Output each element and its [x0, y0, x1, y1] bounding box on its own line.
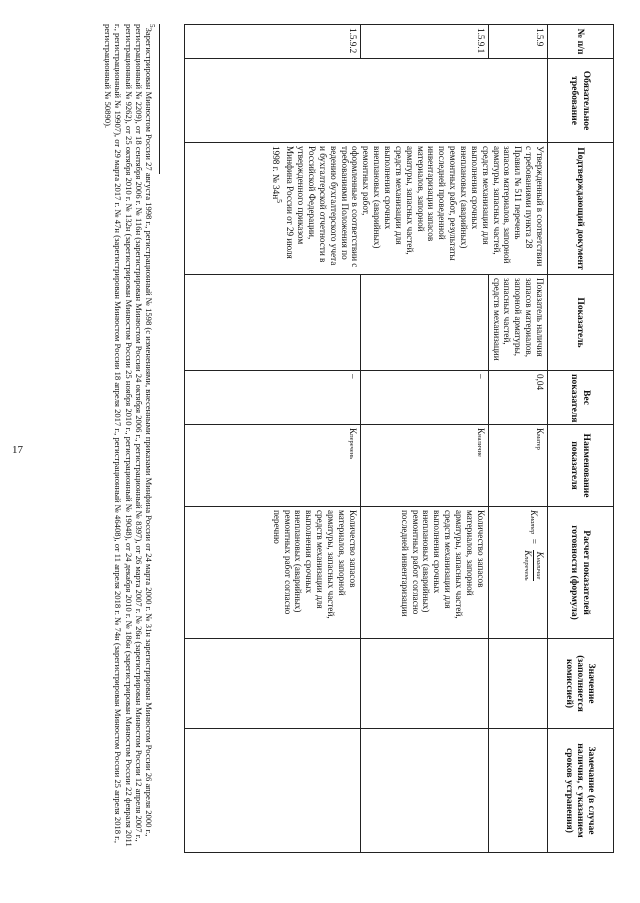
table-header-row	[548, 25, 614, 853]
header-cell: Наименование показателя	[548, 425, 614, 507]
value-cell	[488, 639, 547, 729]
formula-denominator: Кперечень	[523, 550, 534, 581]
header-cell: Расчет показателей готовности (формула)	[548, 507, 614, 639]
remark-cell	[184, 729, 360, 853]
indicator-cell	[360, 275, 488, 371]
page-number: 17	[12, 444, 23, 456]
rotated-sheet	[102, 14, 620, 859]
symbol-main: К	[475, 428, 486, 435]
formula-cell: Количество запасов материалов, запорной арматуры, запасных частей, средств механизации для выполнения срочных внеплановых (аварийных) ремонтных работ согласно перечню	[184, 507, 360, 639]
value-cell	[360, 639, 488, 729]
header-cell: Вес показателя	[548, 371, 614, 425]
symbol-main: К	[535, 428, 545, 435]
table-row	[488, 25, 547, 853]
weight-cell: –	[184, 371, 360, 425]
footnote-separator	[159, 24, 160, 174]
footnote-ref: 5	[275, 199, 285, 203]
footnote-text: Зарегистрирован Минюстом России 27 августа 1998 г., регистрационный № 1598 (с изменениями, внесенными приказами Минфина России от 24 марта 2000 г. № 31н зарегистрирован Минюстом России 26 апреля 2000 г., регистрационный № 2209), от 18 сентября 2006 г. № 116н (зарегистрирован Минюстом России 24 октября 2006 г., регистрационный № 8397), от 26 марта 2007 г. № 26н (зарегистрирован Минюстом России 12 апреля 2007 г., регистрационный № 9262), от 25 октября 2010 г. № 132н (зарегистрирован Минюстом России 25 ноября 2010 г., регистрационный № 19048), от 24 декабря 2010 г. № 186н (зарегистрирован Минюстом России 22 февраля 2011 г., регистрационный № 19907), от 29 марта 2017 г. № 47н (зарегистрирован Минюстом России 18 апреля 2017 г., регистрационный № 46408), от 11 апреля 2018 г. № 74н (зарегистрирован Минюстом России 25 апреля 2018 г., регистрационный № 50890).	[102, 24, 155, 847]
requirement-cell	[184, 59, 547, 143]
weight-cell: 0,04	[488, 371, 547, 425]
symbol-subscript: матер	[535, 434, 542, 450]
indicator-cell	[184, 275, 360, 371]
header-cell: № п/п	[548, 25, 614, 59]
header-cell: Значение (заполняется комиссией)	[548, 639, 614, 729]
indicator-name-cell	[184, 425, 360, 507]
formula-numerator: Кналичие	[535, 551, 545, 580]
document-text: Утвержденный в соответствии с требованиями пункта 28 Правил № 511 перечень запасов материалов, запорной арматуры, запасных частей, средств механизации для выполнения срочных внеплановых (аварийных) ремонтных работ, результаты последней проведенной инвентаризации запасов материалов, запорной арматуры, запасных частей, средств механизации для выполнения срочных внеплановых (аварийных) ремонтных работ, оформленные в соответствии с требованиями Положения по ведению бухгалтерского учета и бухгалтерской отчетности в Российской Федерации, утвержденного приказом Минфина России от 29 июля 1998 г. № 34н	[271, 146, 545, 268]
footnote	[103, 24, 156, 850]
row-number: 1.5.9.2	[184, 25, 360, 59]
remark-cell	[488, 729, 547, 853]
document-cell	[184, 143, 547, 275]
header-cell: Подтверждающий документ	[548, 143, 614, 275]
header-cell: Показатель	[548, 275, 614, 371]
formula-fraction	[523, 548, 545, 582]
weight-cell: –	[360, 371, 488, 425]
header-cell: Замечание (в случае наличия, с указанием сроков устранения)	[548, 729, 614, 853]
formula-lhs: Кматер	[529, 510, 540, 535]
footnote-mark: 5	[148, 24, 156, 28]
formula-cell: Количество запасов материалов, запорной арматуры, запасных частей, средств механизации для выполнения срочных внеплановых (аварийных) ремонтных работ согласно последней инвентаризации	[360, 507, 488, 639]
row-number: 1.5.9.1	[360, 25, 488, 59]
formula-cell	[488, 507, 547, 639]
symbol-subscript: перечень	[347, 434, 355, 460]
indicator-name-cell	[360, 425, 488, 507]
row-number: 1.5.9	[488, 25, 547, 59]
header-cell: Обязательное требование	[548, 59, 614, 143]
value-cell	[184, 639, 360, 729]
formula-equals: =	[529, 538, 540, 545]
symbol-subscript: наличие	[475, 434, 483, 457]
readiness-formula	[523, 510, 545, 635]
requirements-table	[184, 24, 614, 853]
symbol-main: К	[347, 428, 358, 435]
indicator-cell: Показатель наличия запасов материалов, запорной арматуры, запасных частей, средств механизации	[488, 275, 547, 371]
remark-cell	[360, 729, 488, 853]
indicator-name-cell	[488, 425, 547, 507]
